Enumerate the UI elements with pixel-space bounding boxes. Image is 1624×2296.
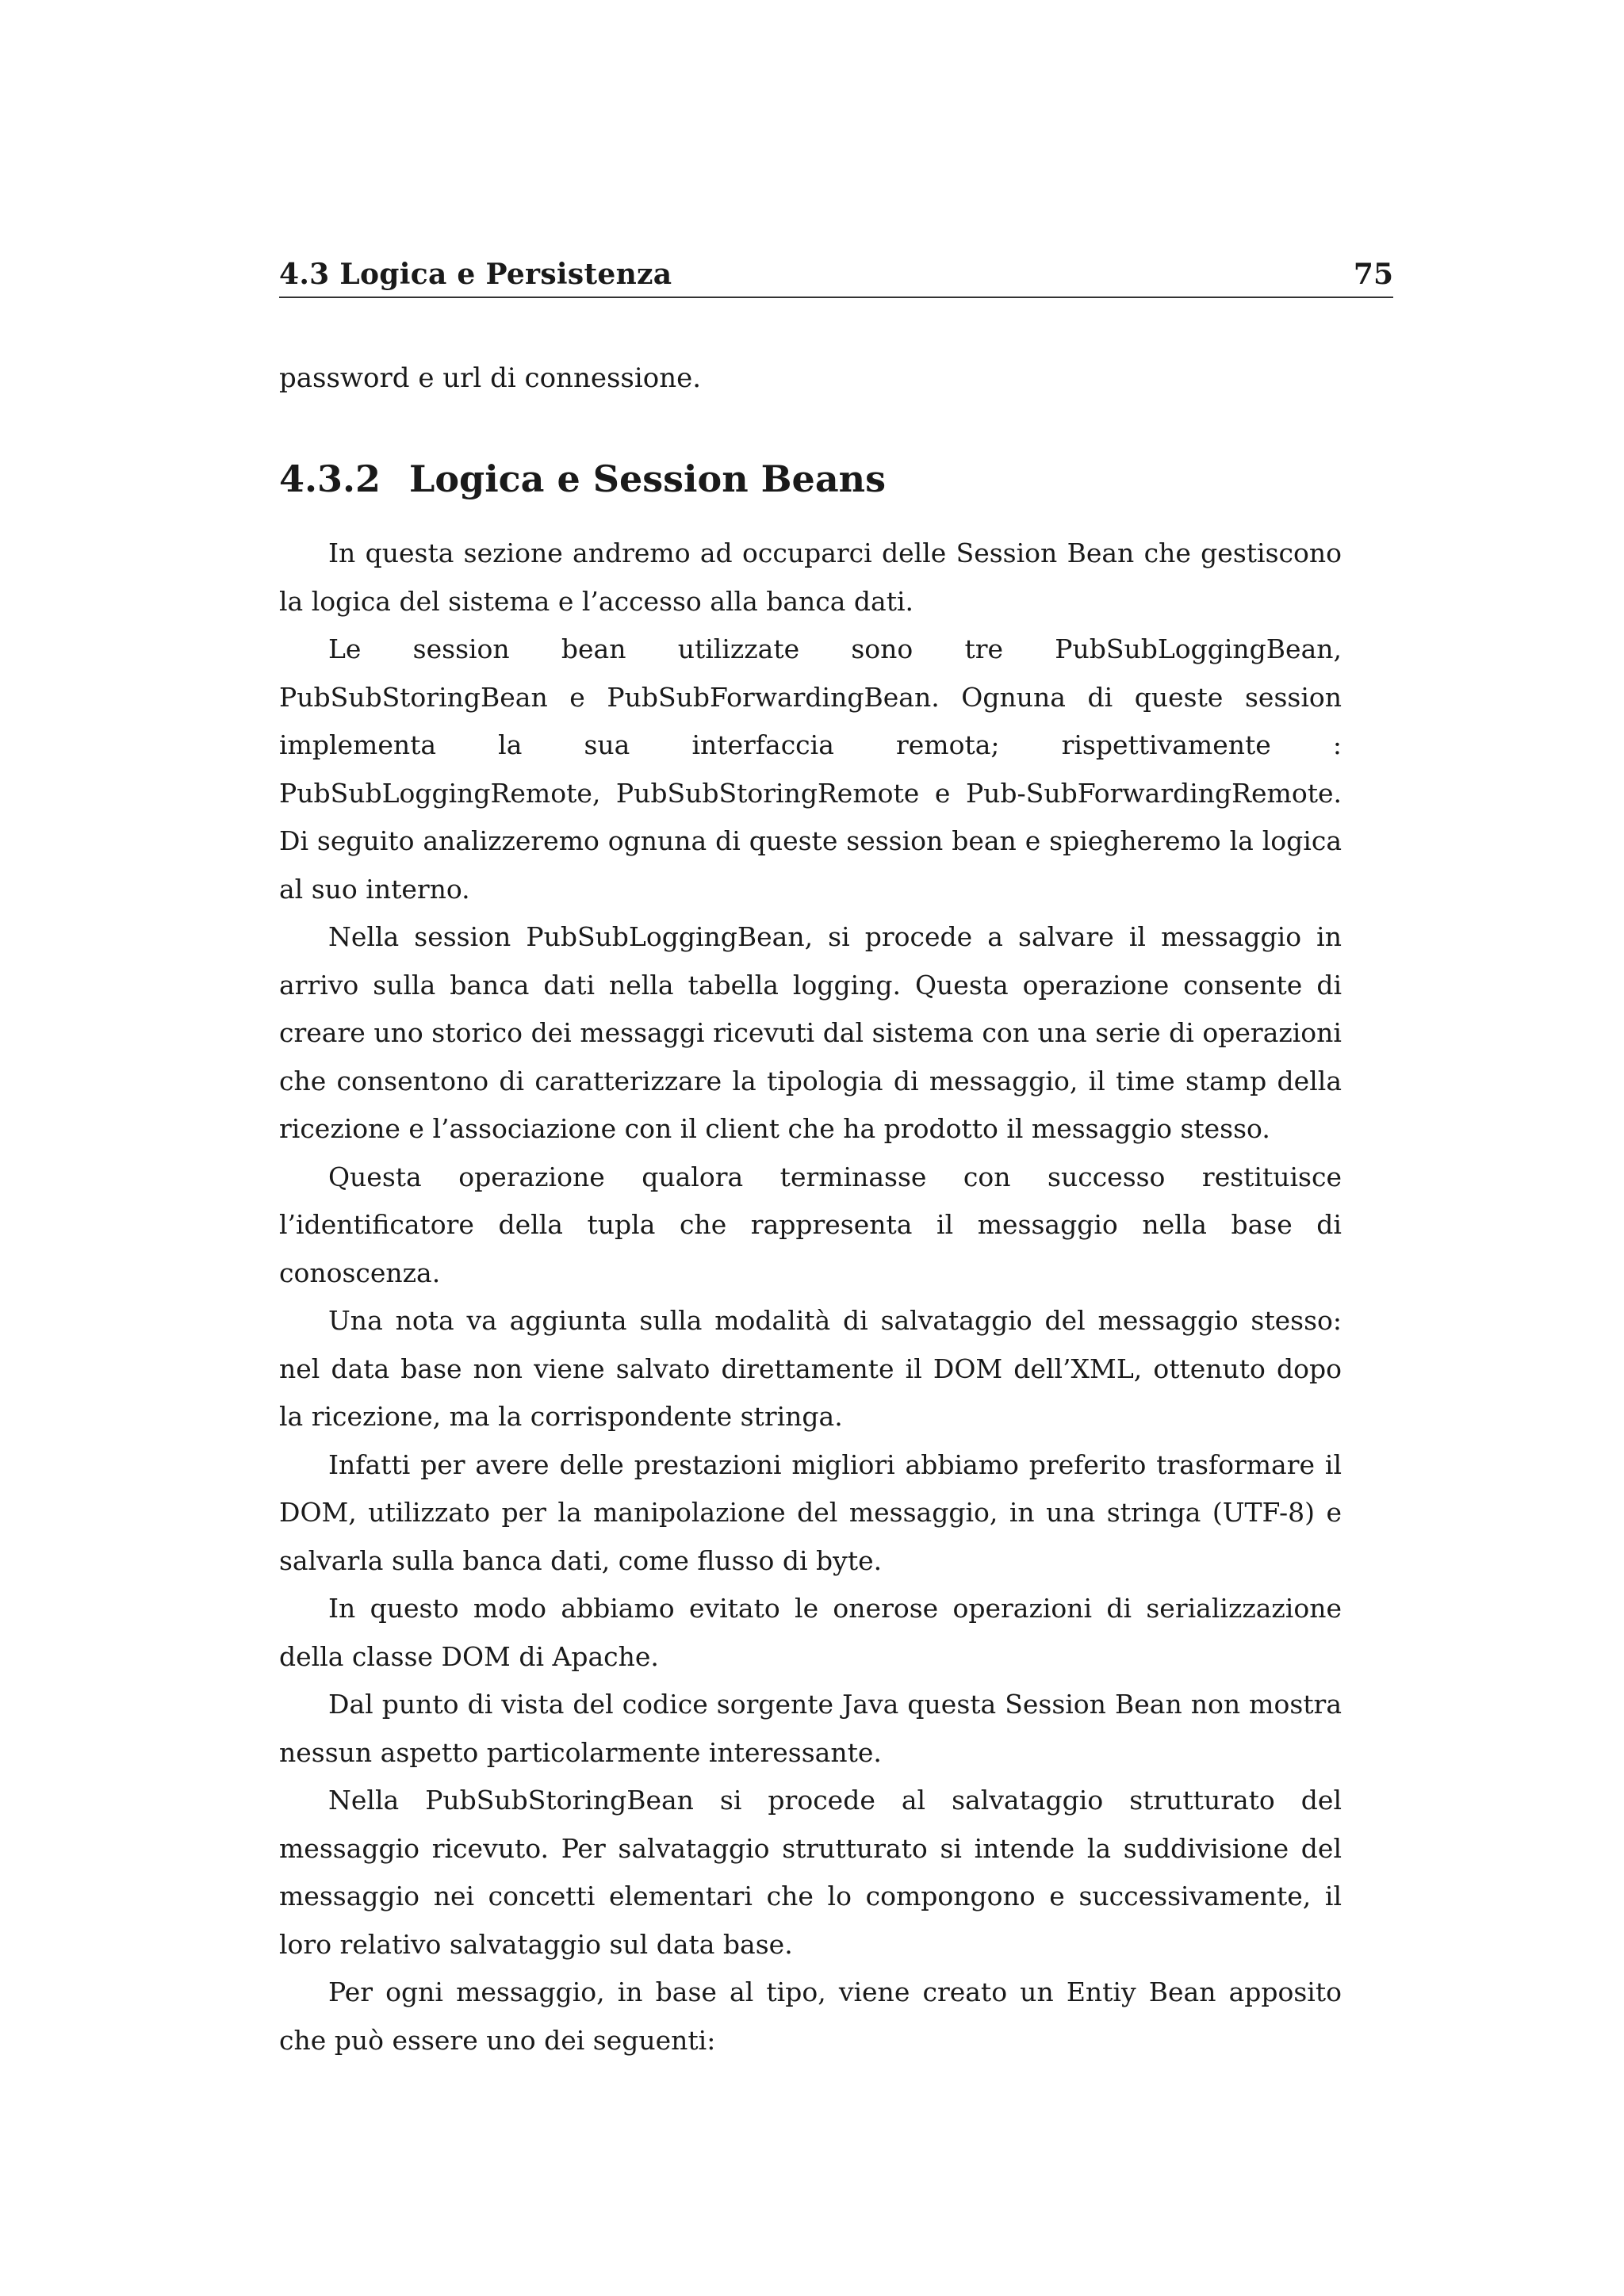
paragraph: Infatti per avere delle prestazioni migliori abbiamo preferito trasformare il DOM, utilizzato per la manipolazione del messaggio, in una stringa (UTF-8) e salvarla sulla banca dati, come flusso di byte. <box>279 1448 1342 1576</box>
paragraph: Dal punto di vista del codice sorgente Java questa Session Bean non mostra nessun aspetto particolarmente interessante. <box>279 1689 1342 1768</box>
paragraph: Nella session PubSubLoggingBean, si procede a salvare il messaggio in arrivo sulla banca dati nella tabella logging. Questa operazione consente di creare uno storico dei messaggi ricevuti dal sistema con una serie di operazioni che consentono di caratterizzare la tipologia di messaggio, il time stamp della ricezione e l’associazione con il client che ha prodotto il messaggio stesso. <box>279 921 1342 1144</box>
document-page <box>279 0 1393 2296</box>
running-header <box>279 255 1393 298</box>
continuation-text: password e url di connessione. <box>279 362 702 394</box>
paragraph: Le session bean utilizzate sono tre PubSubLoggingBean, PubSubStoringBean e PubSubForwardingBean. Ognuna di queste session implementa la sua interfaccia remota; rispettivamente : PubSubLoggingRemote, PubSubStoringRemote e Pub-SubForwardingRemote. Di seguito analizzeremo ognuna di queste session bean e spiegheremo la logica al suo interno. <box>279 633 1342 905</box>
running-header-title: 4.3 Logica e Persistenza <box>279 258 672 291</box>
section-number: 4.3.2 <box>279 457 381 500</box>
paragraph: In questo modo abbiamo evitato le onerose operazioni di serializzazione della classe DOM di Apache. <box>279 1593 1342 1672</box>
section-title: Logica e Session Beans <box>409 457 886 500</box>
paragraph: In questa sezione andremo ad occuparci delle Session Bean che gestiscono la logica del sistema e l’accesso alla banca dati. <box>279 538 1342 617</box>
paragraph: Una nota va aggiunta sulla modalità di salvataggio del messaggio stesso: nel data base non viene salvato direttamente il DOM dell’XML, ottenuto dopo la ricezione, ma la corrispondente stringa. <box>279 1305 1342 1432</box>
body-text <box>279 530 1342 2064</box>
paragraph: Nella PubSubStoringBean si procede al salvataggio strutturato del messaggio ricevuto. Per salvataggio strutturato si intende la suddivisione del messaggio nei concetti elementari che lo compongono e successivamente, il loro relativo salvataggio sul data base. <box>279 1785 1342 1960</box>
paragraph: Per ogni messaggio, in base al tipo, viene creato un Entiy Bean apposito che può essere uno dei seguenti: <box>279 1976 1342 2056</box>
section-heading <box>279 453 886 504</box>
page-number: 75 <box>1353 258 1393 291</box>
paragraph: Questa operazione qualora terminasse con successo restituisce l’identificatore della tupla che rappresenta il messaggio nella base di conoscenza. <box>279 1161 1342 1288</box>
